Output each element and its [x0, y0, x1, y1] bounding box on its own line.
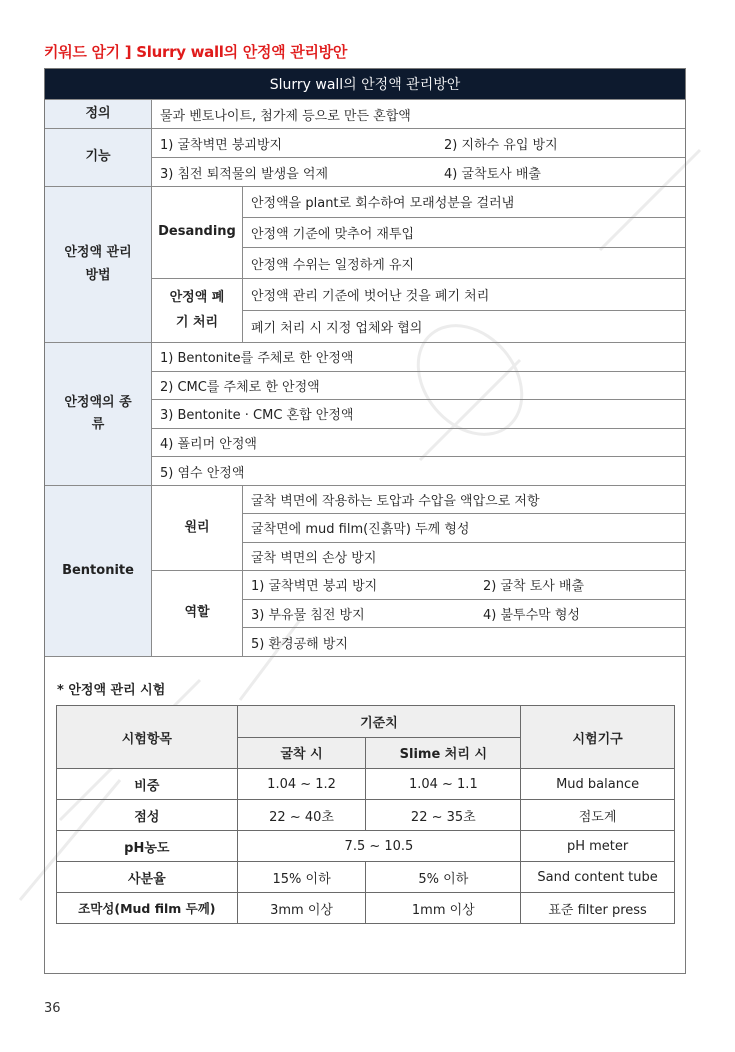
function-label: 기능 — [45, 128, 152, 186]
role-item: 4) 불투수막 형성 — [483, 608, 580, 623]
desanding-item: 안정액을 plant로 회수하여 모래성분을 걸러냄 — [251, 196, 515, 212]
test-item: 조막성(Mud film 두께) — [57, 893, 238, 924]
role-list — [243, 570, 685, 656]
excavation-value: 15% 이하 — [237, 862, 366, 893]
desanding-label: Desanding — [152, 186, 243, 278]
type-item: 1) Bentonite를 주체로 한 안정액 — [160, 351, 354, 367]
slime-value: 1mm 이상 — [366, 893, 521, 924]
principle-label: 원리 — [152, 485, 243, 570]
header-excavation: 굴착 시 — [237, 737, 366, 769]
test-title: * 안정액 관리 시험 — [57, 683, 166, 698]
table-row — [57, 862, 675, 893]
desanding-list — [243, 186, 685, 278]
slime-value: 5% 이하 — [366, 862, 521, 893]
header-item: 시험항목 — [57, 706, 238, 769]
test-item: pH농도 — [57, 831, 238, 862]
disposal-item: 안정액 관리 기준에 벗어난 것을 폐기 처리 — [251, 289, 490, 304]
test-tool: Mud balance — [521, 769, 675, 800]
test-item: 비중 — [57, 769, 238, 800]
page-title: 키워드 암기 ] Slurry wall의 안정액 관리방안 — [44, 43, 348, 61]
disposal-item: 폐기 처리 시 지정 업체와 협의 — [243, 310, 685, 342]
page-number: 36 — [44, 1001, 61, 1016]
function-row — [152, 129, 685, 157]
table-title: Slurry wall의 안정액 관리방안 — [45, 69, 685, 99]
type-item: 5) 염수 안정액 — [152, 456, 685, 485]
desanding-item: 안정액 기준에 맞추어 재투입 — [243, 217, 685, 248]
table-row — [57, 831, 675, 862]
table-row — [57, 800, 675, 831]
function-item: 2) 지하수 유입 방지 — [444, 137, 558, 153]
types-label: 안정액의 종류 — [45, 342, 152, 485]
type-item: 2) CMC를 주체로 한 안정액 — [152, 371, 685, 400]
test-item: 점성 — [57, 800, 238, 831]
function-item: 3) 침전 퇴적물의 발생을 억제 — [160, 166, 329, 182]
excavation-value: 1.04 ~ 1.2 — [237, 769, 366, 800]
principle-item: 굴착 벽면에 작용하는 토압과 수압을 액압으로 저항 — [251, 494, 540, 510]
principle-list — [243, 485, 685, 570]
excavation-value: 22 ~ 40초 — [237, 800, 366, 831]
definition-label: 정의 — [45, 99, 152, 128]
role-row — [243, 627, 685, 656]
disposal-list — [243, 278, 685, 342]
test-tool: 표준 filter press — [521, 893, 675, 924]
role-item: 5) 환경공해 방지 — [251, 636, 348, 652]
header-standard: 기준치 — [237, 706, 521, 738]
merged-value: 7.5 ~ 10.5 — [237, 831, 521, 862]
table-row — [57, 893, 675, 924]
bentonite-block — [152, 485, 685, 656]
role-label: 역할 — [152, 570, 243, 656]
role-row — [243, 571, 685, 599]
role-item: 3) 부유물 침전 방지 — [251, 608, 365, 623]
excavation-value: 3mm 이상 — [237, 893, 366, 924]
principle-item: 굴착면에 mud film(진흙막) 두께 형성 — [243, 513, 685, 541]
disposal-label: 안정액 폐기 처리 — [152, 278, 243, 342]
role-row — [243, 599, 685, 628]
type-item: 4) 폴리머 안정액 — [152, 428, 685, 457]
slime-value: 22 ~ 35초 — [366, 800, 521, 831]
header-slime: Slime 처리 시 — [366, 737, 521, 769]
table-row — [57, 769, 675, 800]
function-item: 1) 굴착벽면 붕괴방지 — [160, 137, 283, 153]
test-tool: pH meter — [521, 831, 675, 862]
function-item: 4) 굴착토사 배출 — [444, 166, 541, 182]
function-row — [152, 157, 685, 186]
test-tool: 점도계 — [521, 800, 675, 831]
test-section — [45, 656, 685, 973]
test-table — [56, 705, 675, 924]
management-table — [44, 68, 686, 974]
slime-value: 1.04 ~ 1.1 — [366, 769, 521, 800]
principle-item: 굴착 벽면의 손상 방지 — [243, 542, 685, 570]
types-list — [152, 342, 685, 485]
management-block — [152, 186, 685, 342]
role-item: 2) 굴착 토사 배출 — [483, 579, 585, 595]
desanding-item: 안정액 수위는 일정하게 유지 — [243, 247, 685, 278]
function-list — [152, 128, 685, 186]
test-item: 사분율 — [57, 862, 238, 893]
role-item: 1) 굴착벽면 붕괴 방지 — [251, 579, 378, 595]
bentonite-label: Bentonite — [45, 485, 152, 656]
header-tool: 시험기구 — [521, 706, 675, 769]
type-item: 3) Bentonite · CMC 혼합 안정액 — [152, 399, 685, 428]
definition-text: 물과 벤토나이트, 첨가제 등으로 만든 혼합액 — [152, 99, 685, 128]
test-tool: Sand content tube — [521, 862, 675, 893]
management-label: 안정액 관리방법 — [45, 186, 152, 342]
